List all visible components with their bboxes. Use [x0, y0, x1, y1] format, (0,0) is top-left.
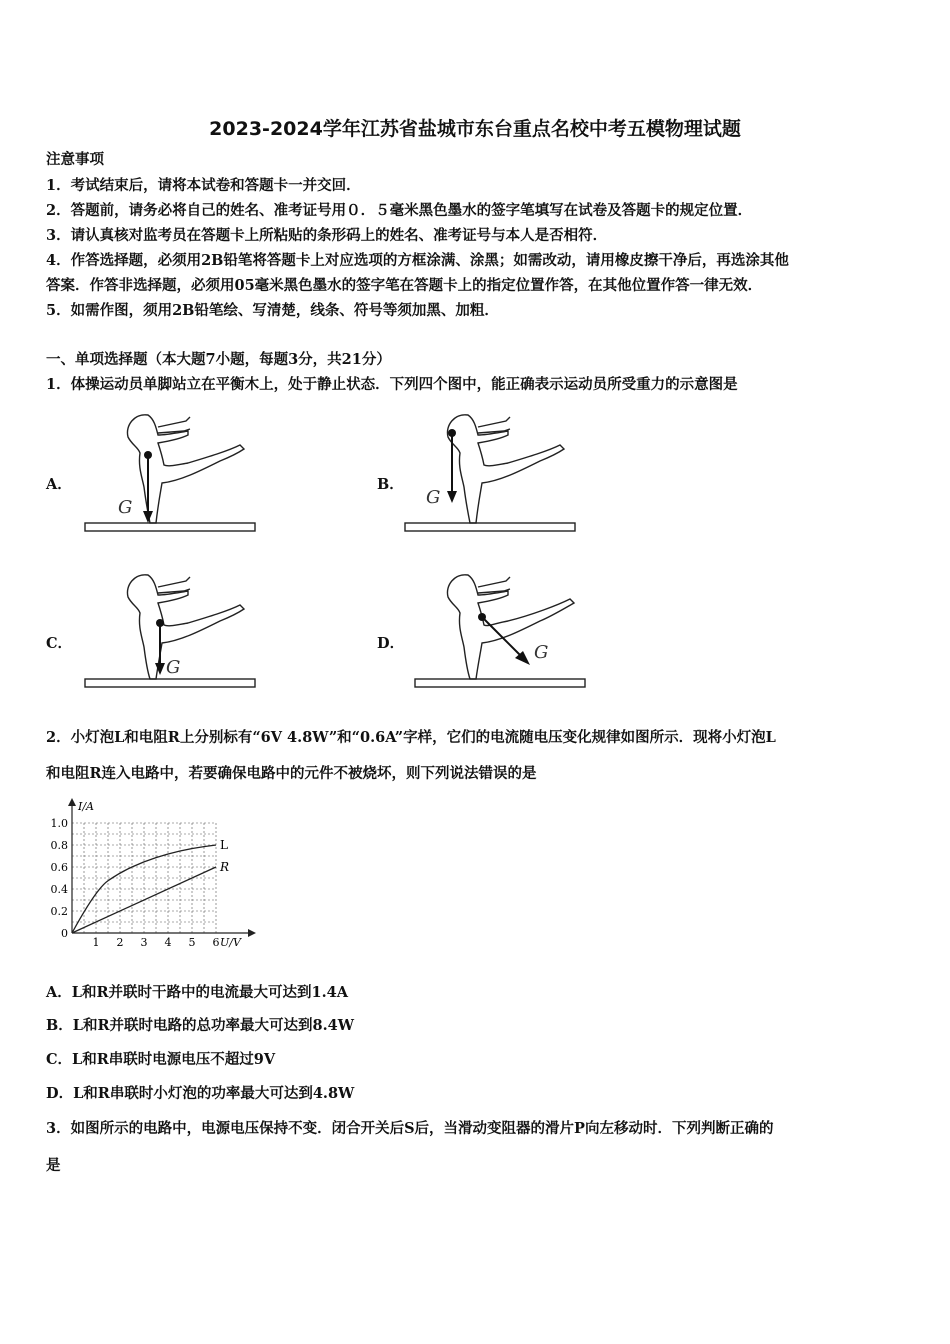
y-axis-arrow [68, 798, 76, 806]
section-heading: 一、单项选择题（本大题7小题，每题3分，共21分） [46, 351, 391, 368]
force-label-g: G [166, 657, 181, 678]
option-c-label: C． [46, 635, 73, 652]
gymnast-figure-c [80, 565, 260, 695]
page-title: 2023-2024学年江苏省盐城市东台重点名校中考五模物理试题 [209, 118, 741, 140]
option-b-label: B． [377, 476, 404, 493]
chart-grid [72, 823, 216, 933]
y-tick-label: 1.0 [50, 817, 68, 830]
force-label-g: G [426, 487, 441, 508]
notice-item: 5．如需作图，须用2B铅笔绘、写清楚，线条、符号等须加黑、加粗． [46, 302, 499, 319]
notice-heading: 注意事项 [46, 151, 104, 168]
gymnast-figure-a [80, 405, 260, 535]
notice-item: 答案．作答非选择题，必须用05毫米黑色墨水的签字笔在答题卡上的指定位置作答，在其他位置作答一律无效． [46, 277, 763, 294]
y-axis-label: I/A [78, 800, 94, 813]
notice-item: 1．考试结束后，请将本试卷和答题卡一并交回． [46, 177, 361, 194]
balance-beam [415, 679, 585, 687]
question-3-stem: 是 [46, 1157, 61, 1174]
option-d-label: D． [377, 635, 405, 652]
x-tick-label: 1 [92, 936, 100, 949]
x-tick-label: 2 [116, 936, 124, 949]
y-tick-label: 0.8 [50, 839, 68, 852]
x-tick-label: 5 [188, 936, 196, 949]
question-2-stem: 和电阻R连入电路中，若要确保电路中的元件不被烧坏，则下列说法错误的是 [46, 765, 537, 782]
question-2-option-d: D．L和R串联时小灯泡的功率最大可达到4.8W [46, 1085, 355, 1102]
y-tick-label: 0.6 [50, 861, 68, 874]
y-tick-label: 0.4 [50, 883, 68, 896]
notice-item: 2．答题前，请务必将自己的姓名、准考证号用０．５毫米黑色墨水的签字笔填写在试卷及答题卡的规定位置． [46, 202, 753, 219]
question-2-stem: 2．小灯泡L和电阻R上分别标有“6V 4.8W”和“0.6A”字样，它们的电流随电压变化规律如图所示．现将小灯泡L [46, 729, 776, 746]
balance-beam [405, 523, 575, 531]
question-3-stem: 3．如图所示的电路中，电源电压保持不变．闭合开关后S后，当滑动变阻器的滑片P向左移动时．下列判断正确的 [46, 1120, 774, 1137]
question-2-option-a: A．L和R并联时干路中的电流最大可达到1.4A [46, 984, 348, 1001]
question-1-stem: 1．体操运动员单脚站立在平衡木上，处于静止状态．下列四个图中，能正确表示运动员所受重力的示意图是 [46, 376, 738, 393]
notice-item: 4．作答选择题，必须用2B铅笔将答题卡上对应选项的方框涂满、涂黑；如需改动，请用橡皮擦干净后，再选涂其他 [46, 252, 789, 269]
gymnast-figure-b [400, 405, 580, 535]
force-label-g: G [118, 497, 133, 518]
x-axis-label: U/V [220, 936, 241, 949]
origin-label: 0 [61, 927, 68, 940]
force-label-g: G [534, 642, 549, 663]
y-tick-label: 0.2 [50, 905, 68, 918]
x-tick-label: 4 [164, 936, 172, 949]
gymnast-figure-d [410, 565, 590, 695]
x-tick-label: 3 [140, 936, 148, 949]
option-a-label: A． [46, 476, 72, 493]
iv-chart [40, 798, 260, 953]
balance-beam [85, 679, 255, 687]
notice-item: 3．请认真核对监考员在答题卡上所粘贴的条形码上的姓名、准考证号与本人是否相符． [46, 227, 608, 244]
gravity-arrow [482, 617, 522, 657]
question-2-option-b: B．L和R并联时电路的总功率最大可达到8.4W [46, 1017, 355, 1034]
series-label-L: L [220, 838, 228, 852]
x-axis-arrow [248, 929, 256, 937]
series-label-R: R [220, 860, 230, 874]
x-tick-label: 6 [212, 936, 220, 949]
question-2-option-c: C．L和R串联时电源电压不超过9V [46, 1051, 276, 1068]
balance-beam [85, 523, 255, 531]
